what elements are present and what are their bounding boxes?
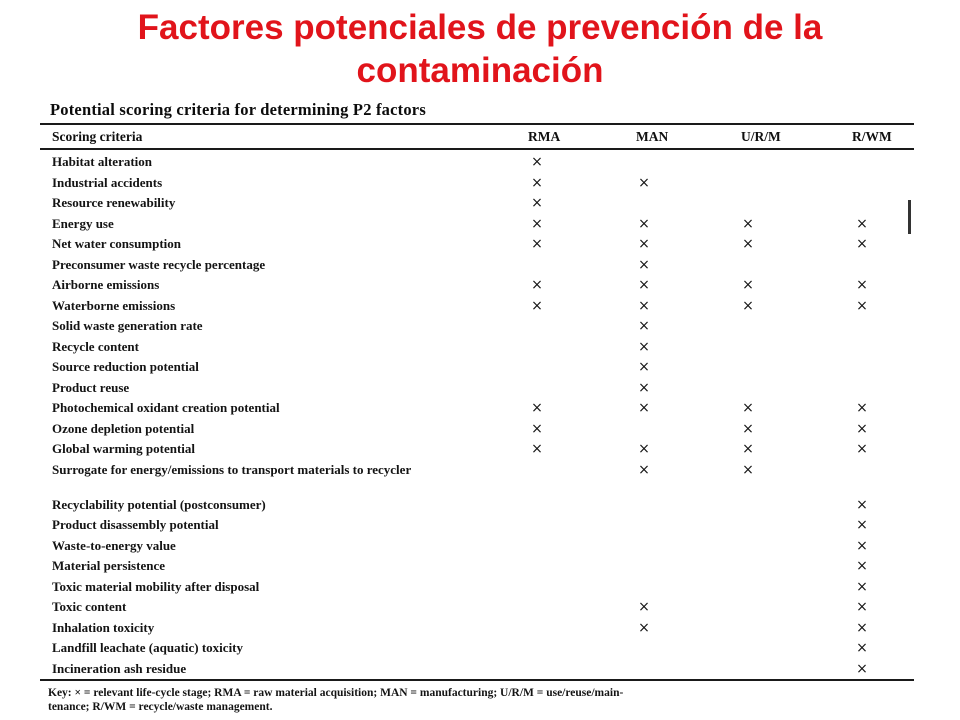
table-row [40, 537, 920, 558]
mark-man: × [638, 359, 650, 375]
header-urm: U/R/M [741, 129, 781, 144]
table-row [40, 379, 920, 400]
table-row [40, 338, 920, 359]
mark-rma: × [531, 297, 543, 314]
mark-man: × [638, 277, 650, 293]
mark-rwm: × [856, 660, 868, 677]
table-row [40, 598, 920, 619]
criterion-label: Product disassembly potential [52, 517, 219, 532]
scan-edge-mark [908, 200, 911, 234]
mark-urm: × [742, 461, 754, 478]
mark-rwm: × [856, 517, 868, 533]
criterion-label: Toxic material mobility after disposal [52, 578, 260, 594]
slide-title-line-1: Factores potenciales de prevención de la [137, 8, 823, 47]
slide-title-line-2: contaminación [356, 51, 604, 90]
table-row [40, 639, 920, 660]
header-rma: RMA [528, 129, 561, 144]
table-row [40, 174, 920, 195]
table-row [40, 578, 920, 599]
header-rule [40, 148, 914, 150]
mark-rwm: × [856, 496, 868, 513]
criterion-label: Preconsumer waste recycle percentage [52, 256, 266, 272]
table-row [40, 194, 920, 215]
table-row [40, 619, 920, 640]
mark-rwm: × [856, 277, 868, 293]
header-rwm: R/WM [852, 129, 892, 144]
mark-man: × [638, 174, 650, 191]
mark-man: × [638, 236, 650, 252]
mark-rwm: × [856, 558, 868, 574]
criterion-label: Landfill leachate (aquatic) toxicity [52, 640, 244, 655]
mark-rwm: × [856, 236, 868, 252]
mark-rwm: × [856, 578, 868, 595]
mark-urm: × [742, 441, 754, 457]
mark-urm: × [742, 297, 754, 314]
bottom-rule [40, 679, 914, 681]
criteria-rows [40, 153, 920, 680]
criterion-label: Photochemical oxidant creation potential [52, 400, 280, 415]
table-row [40, 516, 920, 537]
criterion-label: Resource renewability [52, 195, 176, 210]
mark-man: × [638, 599, 650, 615]
mark-rwm: × [856, 420, 868, 437]
mark-man: × [638, 318, 650, 334]
mark-rwm: × [856, 297, 868, 314]
mark-rma: × [531, 277, 543, 293]
table-row [40, 420, 920, 441]
mark-rwm: × [856, 640, 868, 656]
mark-rwm: × [856, 215, 868, 232]
table-row [40, 317, 920, 338]
criterion-label: Ozone depletion potential [52, 420, 195, 436]
mark-rwm: × [856, 400, 868, 416]
mark-urm: × [742, 215, 754, 232]
mark-man: × [638, 619, 650, 636]
mark-rma: × [531, 420, 543, 437]
mark-rma: × [531, 441, 543, 457]
table-row [40, 399, 920, 420]
table-row [40, 461, 920, 496]
mark-rma: × [531, 174, 543, 191]
mark-man: × [638, 379, 650, 396]
table-row [40, 660, 920, 681]
table-row [40, 440, 920, 461]
table-row [40, 557, 920, 578]
table-row [40, 153, 920, 174]
mark-rwm: × [856, 537, 868, 554]
mark-man: × [638, 461, 650, 478]
header-scoring-criteria: Scoring criteria [52, 129, 143, 144]
criterion-label: Toxic content [52, 599, 127, 614]
mark-man: × [638, 256, 650, 273]
mark-urm: × [742, 236, 754, 252]
mark-man: × [638, 215, 650, 232]
mark-rma: × [531, 154, 543, 170]
table-row [40, 276, 920, 297]
criterion-label: Surrogate for energy/emissions to transport materials to recycler [52, 461, 412, 477]
table-row [40, 358, 920, 379]
criterion-label: Recyclability potential (postconsumer) [52, 496, 266, 512]
criterion-label: Product reuse [52, 379, 130, 395]
mark-rma: × [531, 400, 543, 416]
criterion-label: Net water consumption [52, 236, 182, 251]
mark-man: × [638, 400, 650, 416]
mark-urm: × [742, 420, 754, 437]
criterion-label: Waste-to-energy value [52, 537, 176, 553]
scanned-table [40, 96, 920, 720]
mark-man: × [638, 338, 650, 355]
criterion-label: Incineration ash residue [52, 660, 187, 676]
table-row [40, 496, 920, 517]
table-row [40, 215, 920, 236]
criterion-label: Solid waste generation rate [52, 318, 203, 333]
criterion-label: Inhalation toxicity [52, 619, 155, 635]
mark-rma: × [531, 236, 543, 252]
table-row [40, 297, 920, 318]
mark-rwm: × [856, 441, 868, 457]
mark-man: × [638, 297, 650, 314]
mark-urm: × [742, 400, 754, 416]
criterion-label: Habitat alteration [52, 154, 153, 169]
criterion-label: Recycle content [52, 338, 139, 354]
criterion-label: Global warming potential [52, 441, 196, 456]
criterion-label: Material persistence [52, 558, 165, 573]
key-line-2: tenance; R/WM = recycle/waste management. [48, 701, 273, 713]
mark-rma: × [531, 215, 543, 232]
criterion-label: Waterborne emissions [52, 297, 176, 313]
slide-title [0, 6, 960, 92]
criterion-label: Airborne emissions [52, 277, 160, 292]
criterion-label: Energy use [52, 215, 114, 231]
key-line-1: Key: × = relevant life-cycle stage; RMA = raw material acquisition; MAN = manufacturing; U/R/M = use/reuse/main- [48, 687, 624, 699]
table-key [48, 686, 914, 714]
mark-rma: × [531, 195, 543, 211]
table-row [40, 235, 920, 256]
header-man: MAN [636, 129, 669, 144]
criterion-label: Industrial accidents [52, 174, 163, 190]
table-caption: Potential scoring criteria for determining P2 factors [50, 100, 426, 119]
top-rule [40, 123, 914, 125]
mark-rwm: × [856, 599, 868, 615]
table-row [40, 256, 920, 277]
mark-man: × [638, 441, 650, 457]
mark-urm: × [742, 277, 754, 293]
criterion-label: Source reduction potential [52, 359, 199, 374]
mark-rwm: × [856, 619, 868, 636]
